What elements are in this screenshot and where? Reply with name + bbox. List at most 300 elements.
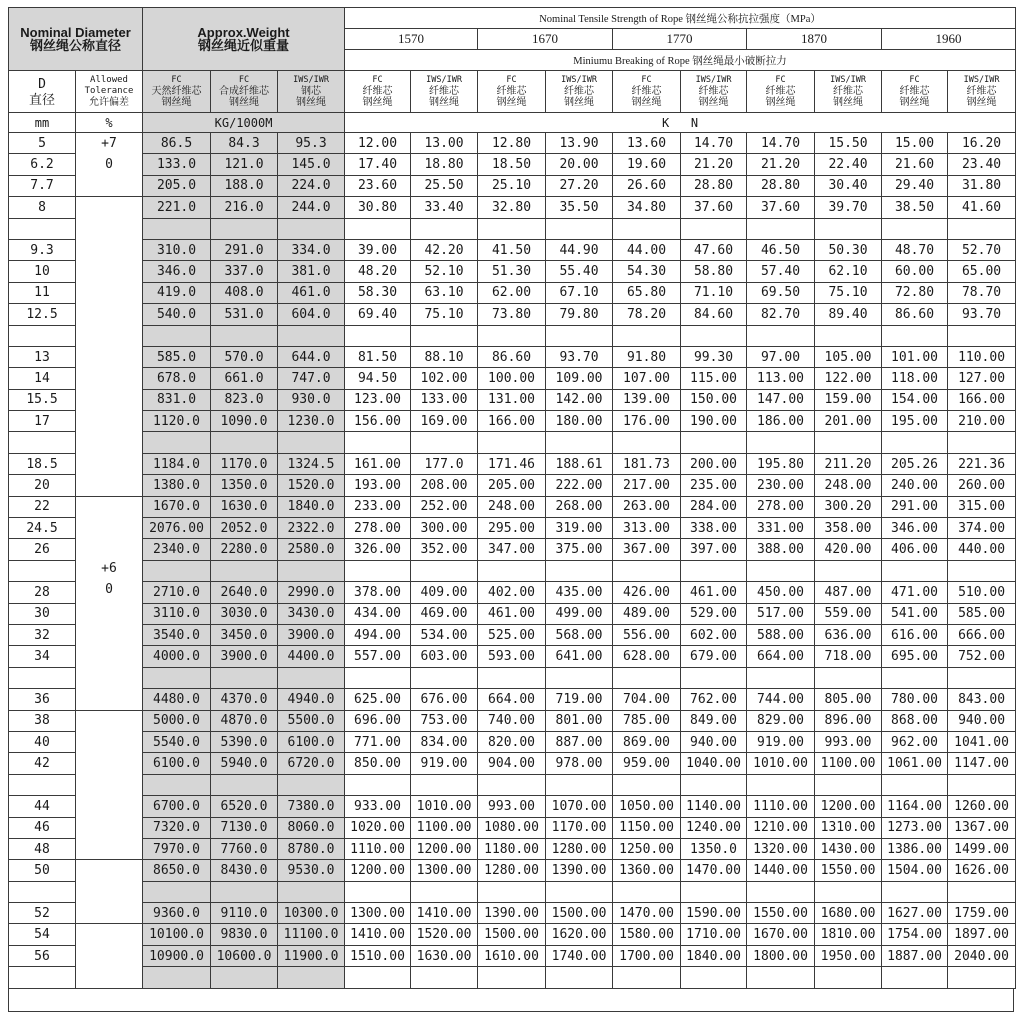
diameter-cell [9,967,76,988]
breaking-force-cell [345,432,411,453]
weight-cell [278,774,345,795]
breaking-force-cell: 38.50 [882,197,948,218]
data-body [9,133,1016,989]
breaking-force-cell: 12.80 [478,133,546,154]
breaking-force-cell: 54.30 [613,261,681,282]
breaking-force-cell: 940.00 [681,731,747,752]
breaking-force-cell [613,967,681,988]
weight-cell: 8650.0 [143,860,211,881]
table-row [9,518,1016,539]
weight-cell: 7760.0 [211,838,278,859]
breaking-force-cell: 1550.00 [815,860,882,881]
breaking-force-cell: 60.00 [882,261,948,282]
breaking-force-cell: 1580.00 [613,924,681,945]
breaking-force-cell: 868.00 [882,710,948,731]
breaking-force-cell [546,774,613,795]
breaking-force-cell: 32.80 [478,197,546,218]
breaking-force-cell: 1950.00 [815,945,882,966]
breaking-force-cell: 1070.00 [546,796,613,817]
breaking-force-cell [478,325,546,346]
strength-col-header-1670-iws: IWS/IWR 纤维芯 钢丝绳 [546,71,613,113]
weight-cell: 121.0 [211,154,278,175]
weight-cell: 95.3 [278,133,345,154]
weight-cell: 2076.00 [143,518,211,539]
breaking-force-cell: 99.30 [681,346,747,367]
breaking-force-cell: 14.70 [747,133,815,154]
breaking-force-cell [478,432,546,453]
breaking-force-cell: 887.00 [546,731,613,752]
weight-cell [278,560,345,581]
strength-col-header-1870-fc: FC 纤维芯 钢丝绳 [747,71,815,113]
weight-cell [211,325,278,346]
breaking-force-cell: 78.20 [613,304,681,325]
breaking-force-cell: 17.40 [345,154,411,175]
breaking-force-cell: 44.00 [613,239,681,260]
weight-cell: 205.0 [143,175,211,196]
breaking-force-cell [948,967,1016,988]
breaking-force-cell [478,967,546,988]
weight-cell: 10600.0 [211,945,278,966]
strength-col-header-1570-iws: IWS/IWR 纤维芯 钢丝绳 [411,71,478,113]
breaking-force-cell: 1360.00 [613,860,681,881]
breaking-force-cell: 1410.00 [411,903,478,924]
breaking-force-cell: 1800.00 [747,945,815,966]
approx-weight-header [143,8,345,71]
breaking-force-cell: 696.00 [345,710,411,731]
weight-cell: 3030.0 [211,603,278,624]
weight-cell: 4480.0 [143,689,211,710]
breaking-force-cell [948,432,1016,453]
breaking-force-cell: 402.00 [478,582,546,603]
breaking-force-cell: 676.00 [411,689,478,710]
breaking-force-cell [546,967,613,988]
weight-cell [143,667,211,688]
weight-cell [211,218,278,239]
weight-cell: 224.0 [278,175,345,196]
table-row [9,197,1016,218]
spacer-row [9,218,1016,239]
breaking-force-cell [411,432,478,453]
weight-col-header-1: FC 天然纤维芯 钢丝绳 [143,71,211,113]
diameter-cell: 38 [9,710,76,731]
breaking-force-cell: 933.00 [345,796,411,817]
breaking-force-cell: 1670.00 [747,924,815,945]
weight-cell: 2640.0 [211,582,278,603]
weight-cell: 1380.0 [143,475,211,496]
breaking-force-cell: 664.00 [478,689,546,710]
diameter-cell: 24.5 [9,518,76,539]
weight-cell: 661.0 [211,368,278,389]
breaking-force-cell [613,560,681,581]
weight-cell [278,667,345,688]
breaking-force-cell: 487.00 [815,582,882,603]
breaking-force-cell: 367.00 [613,539,681,560]
breaking-force-cell: 88.10 [411,346,478,367]
weight-cell: 2322.0 [278,518,345,539]
tolerance-col-header: Allowed Tolerance 允许偏差 [76,71,143,113]
breaking-force-cell: 1754.00 [882,924,948,945]
breaking-force-cell: 217.00 [613,475,681,496]
weight-cell: 4940.0 [278,689,345,710]
breaking-force-cell: 210.00 [948,411,1016,432]
breaking-force-cell: 93.70 [948,304,1016,325]
breaking-force-cell: 230.00 [747,475,815,496]
weight-cell: 337.0 [211,261,278,282]
weight-cell: 7320.0 [143,817,211,838]
diameter-cell: 50 [9,860,76,881]
subheader-row [9,71,1016,113]
breaking-force-cell: 81.50 [345,346,411,367]
breaking-force-cell: 1500.00 [546,903,613,924]
weight-cell: 221.0 [143,197,211,218]
spec-table [8,7,1016,989]
table-row [9,304,1016,325]
breaking-force-cell: 41.50 [478,239,546,260]
weight-cell: 5500.0 [278,710,345,731]
breaking-force-cell: 695.00 [882,646,948,667]
breaking-force-cell: 300.00 [411,518,478,539]
breaking-force-cell: 159.00 [815,389,882,410]
breaking-force-cell: 1010.00 [411,796,478,817]
weight-cell: 11900.0 [278,945,345,966]
breaking-force-cell: 13.90 [546,133,613,154]
breaking-force-cell: 1710.00 [681,924,747,945]
breaking-force-cell: 186.00 [747,411,815,432]
breaking-force-cell: 1840.00 [681,945,747,966]
weight-cell: 540.0 [143,304,211,325]
breaking-force-cell: 352.00 [411,539,478,560]
breaking-force-cell: 221.36 [948,453,1016,474]
breaking-force-cell: 740.00 [478,710,546,731]
weight-cell: 2340.0 [143,539,211,560]
weight-cell: 4000.0 [143,646,211,667]
diameter-cell: 54 [9,924,76,945]
breaking-force-cell: 1740.00 [546,945,613,966]
breaking-force-cell: 1470.00 [681,860,747,881]
breaking-force-cell: 47.60 [681,239,747,260]
breaking-force-cell [948,667,1016,688]
weight-cell: 5390.0 [211,731,278,752]
breaking-force-cell: 31.80 [948,175,1016,196]
breaking-force-cell: 37.60 [747,197,815,218]
breaking-force-cell: 57.40 [747,261,815,282]
breaking-force-cell: 21.20 [681,154,747,175]
breaking-force-cell: 374.00 [948,518,1016,539]
weight-cell [143,325,211,346]
breaking-force-cell: 704.00 [613,689,681,710]
table-row [9,731,1016,752]
breaking-force-cell: 278.00 [345,518,411,539]
breaking-force-cell: 260.00 [948,475,1016,496]
weight-cell: 1230.0 [278,411,345,432]
breaking-force-cell: 52.10 [411,261,478,282]
breaking-force-cell: 450.00 [747,582,815,603]
breaking-force-cell [613,881,681,902]
weight-cell [211,432,278,453]
breaking-force-cell: 850.00 [345,753,411,774]
breaking-force-cell [882,774,948,795]
breaking-force-cell: 2040.00 [948,945,1016,966]
breaking-force-cell: 86.60 [478,346,546,367]
breaking-force-cell: 494.00 [345,624,411,645]
breaking-force-cell: 1020.00 [345,817,411,838]
breaking-force-cell: 133.00 [411,389,478,410]
tolerance-cell: +7 0 [76,133,143,197]
breaking-force-cell: 195.80 [747,453,815,474]
breaking-force-cell [478,560,546,581]
breaking-force-cell: 91.80 [613,346,681,367]
weight-cell: 644.0 [278,346,345,367]
breaking-force-cell [948,774,1016,795]
weight-cell: 310.0 [143,239,211,260]
breaking-force-cell: 625.00 [345,689,411,710]
breaking-force-cell: 193.00 [345,475,411,496]
breaking-force-cell: 295.00 [478,518,546,539]
breaking-force-cell [747,667,815,688]
strength-col-header-1770-fc: FC 纤维芯 钢丝绳 [613,71,681,113]
breaking-force-cell: 1350.0 [681,838,747,859]
breaking-force-cell: 19.60 [613,154,681,175]
table-row [9,817,1016,838]
breaking-force-cell: 235.00 [681,475,747,496]
unit-weight: KG/1000M [143,113,345,133]
breaking-force-cell: 208.00 [411,475,478,496]
breaking-force-cell: 122.00 [815,368,882,389]
breaking-force-cell: 1110.00 [345,838,411,859]
breaking-force-cell: 752.00 [948,646,1016,667]
weight-cell: 8780.0 [278,838,345,859]
breaking-force-cell: 556.00 [613,624,681,645]
breaking-force-cell: 801.00 [546,710,613,731]
weight-cell: 145.0 [278,154,345,175]
weight-col-header-3: IWS/IWR 钢芯 钢丝绳 [278,71,345,113]
breaking-force-cell: 1180.00 [478,838,546,859]
breaking-force-cell: 978.00 [546,753,613,774]
breaking-force-cell: 1210.00 [747,817,815,838]
weight-cell: 5940.0 [211,753,278,774]
breaking-force-cell: 42.20 [411,239,478,260]
weight-cell: 1120.0 [143,411,211,432]
breaking-force-cell: 1280.00 [478,860,546,881]
breaking-force-cell: 602.00 [681,624,747,645]
breaking-force-cell [681,881,747,902]
weight-cell: 86.5 [143,133,211,154]
breaking-force-cell: 1470.00 [613,903,681,924]
breaking-force-cell: 510.00 [948,582,1016,603]
breaking-force-cell: 517.00 [747,603,815,624]
breaking-force-cell: 1250.00 [613,838,681,859]
breaking-force-cell: 896.00 [815,710,882,731]
tolerance-cell [76,710,143,860]
breaking-force-cell: 1147.00 [948,753,1016,774]
breaking-force-cell [478,774,546,795]
diameter-cell [9,218,76,239]
breaking-force-cell: 1390.00 [546,860,613,881]
diameter-cell: 26 [9,539,76,560]
breaking-force-cell: 869.00 [613,731,681,752]
breaking-force-cell [747,218,815,239]
breaking-force-cell: 62.10 [815,261,882,282]
breaking-force-cell: 829.00 [747,710,815,731]
breaking-force-cell: 1700.00 [613,945,681,966]
breaking-force-cell: 744.00 [747,689,815,710]
breaking-force-cell: 86.60 [882,304,948,325]
breaking-force-cell: 346.00 [882,518,948,539]
breaking-force-cell: 12.00 [345,133,411,154]
weight-cell: 831.0 [143,389,211,410]
breaking-force-cell: 940.00 [948,710,1016,731]
breaking-force-cell: 34.80 [613,197,681,218]
breaking-force-cell: 1759.00 [948,903,1016,924]
breaking-force-cell: 326.00 [345,539,411,560]
breaking-force-cell: 849.00 [681,710,747,731]
diameter-cell: 42 [9,753,76,774]
breaking-force-cell: 1500.00 [478,924,546,945]
breaking-force-cell: 1810.00 [815,924,882,945]
breaking-force-cell: 962.00 [882,731,948,752]
weight-cell: 585.0 [143,346,211,367]
breaking-force-cell [411,560,478,581]
table-row [9,646,1016,667]
breaking-force-cell: 278.00 [747,496,815,517]
breaking-force-cell: 959.00 [613,753,681,774]
breaking-force-cell: 1140.00 [681,796,747,817]
weight-cell: 346.0 [143,261,211,282]
breaking-force-cell: 248.00 [478,496,546,517]
diameter-cell: 36 [9,689,76,710]
breaking-force-cell: 1150.00 [613,817,681,838]
breaking-force-cell [478,218,546,239]
weight-cell: 4370.0 [211,689,278,710]
diameter-cell: 18.5 [9,453,76,474]
table-row [9,154,1016,175]
breaking-force-cell: 1320.00 [747,838,815,859]
breaking-force-cell: 636.00 [815,624,882,645]
diameter-cell [9,560,76,581]
weight-cell: 84.3 [211,133,278,154]
breaking-force-cell [681,667,747,688]
weight-cell [143,218,211,239]
breaking-force-cell [546,218,613,239]
breaking-force-cell: 101.00 [882,346,948,367]
breaking-force-cell [546,881,613,902]
breaking-force-cell: 35.50 [546,197,613,218]
breaking-force-cell: 25.10 [478,175,546,196]
breaking-force-cell: 16.20 [948,133,1016,154]
breaking-force-cell [747,432,815,453]
breaking-force-cell [411,667,478,688]
breaking-force-cell: 78.70 [948,282,1016,303]
breaking-force-cell: 331.00 [747,518,815,539]
breaking-force-cell [815,967,882,988]
breaking-force-cell: 72.80 [882,282,948,303]
breaking-force-cell: 300.20 [815,496,882,517]
weight-cell: 1184.0 [143,453,211,474]
breaking-force-cell: 641.00 [546,646,613,667]
breaking-force-cell: 1440.00 [747,860,815,881]
unit-force: K N [345,113,1016,133]
diameter-cell [9,881,76,902]
weight-cell: 3430.0 [278,603,345,624]
breaking-force-cell: 284.00 [681,496,747,517]
breaking-force-cell: 166.00 [948,389,1016,410]
breaking-force-cell: 1410.00 [345,924,411,945]
wire-rope-spec-sheet [8,7,1014,1012]
breaking-force-cell: 51.30 [478,261,546,282]
breaking-force-cell: 30.40 [815,175,882,196]
breaking-force-cell: 118.00 [882,368,948,389]
diameter-cell: 20 [9,475,76,496]
breaking-force-cell: 15.00 [882,133,948,154]
unit-row [9,113,1016,133]
breaking-force-cell [478,881,546,902]
table-row [9,753,1016,774]
breaking-force-cell: 58.80 [681,261,747,282]
breaking-force-cell [345,967,411,988]
breaking-force-cell: 834.00 [411,731,478,752]
breaking-force-cell: 1610.00 [478,945,546,966]
breaking-force-cell: 409.00 [411,582,478,603]
breaking-force-cell: 420.00 [815,539,882,560]
breaking-force-cell: 338.00 [681,518,747,539]
breaking-force-cell [681,560,747,581]
breaking-force-cell: 585.00 [948,603,1016,624]
weight-cell: 8060.0 [278,817,345,838]
tolerance-cell: +6 0 [76,496,143,710]
breaking-force-cell: 94.50 [345,368,411,389]
spacer-row [9,667,1016,688]
breaking-force-cell: 628.00 [613,646,681,667]
breaking-force-cell: 499.00 [546,603,613,624]
breaking-force-cell [613,325,681,346]
table-row [9,603,1016,624]
breaking-force-cell [546,560,613,581]
breaking-force-cell: 41.60 [948,197,1016,218]
weight-cell: 570.0 [211,346,278,367]
weight-cell: 291.0 [211,239,278,260]
breaking-force-cell: 123.00 [345,389,411,410]
table-row [9,175,1016,196]
breaking-force-cell: 28.80 [747,175,815,196]
breaking-force-cell [411,325,478,346]
strength-col-header-1670-fc: FC 纤维芯 钢丝绳 [478,71,546,113]
weight-cell: 408.0 [211,282,278,303]
breaking-force-cell: 23.40 [948,154,1016,175]
breaking-force-cell: 21.60 [882,154,948,175]
breaking-force-cell: 18.50 [478,154,546,175]
breaking-force-cell: 211.20 [815,453,882,474]
weight-cell: 531.0 [211,304,278,325]
breaking-force-cell [681,325,747,346]
breaking-force-cell: 1080.00 [478,817,546,838]
breaking-force-cell: 1310.00 [815,817,882,838]
breaking-force-cell: 169.00 [411,411,478,432]
diameter-cell: 12.5 [9,304,76,325]
breaking-force-cell: 181.73 [613,453,681,474]
breaking-force-cell: 115.00 [681,368,747,389]
diameter-cell: 13 [9,346,76,367]
breaking-force-cell [613,432,681,453]
weight-cell [278,881,345,902]
diameter-cell [9,432,76,453]
weight-cell: 188.0 [211,175,278,196]
table-row [9,710,1016,731]
breaking-force-cell: 113.00 [747,368,815,389]
breaking-force-cell [815,881,882,902]
breaking-force-cell: 440.00 [948,539,1016,560]
breaking-force-cell [613,667,681,688]
breaking-force-cell: 993.00 [478,796,546,817]
